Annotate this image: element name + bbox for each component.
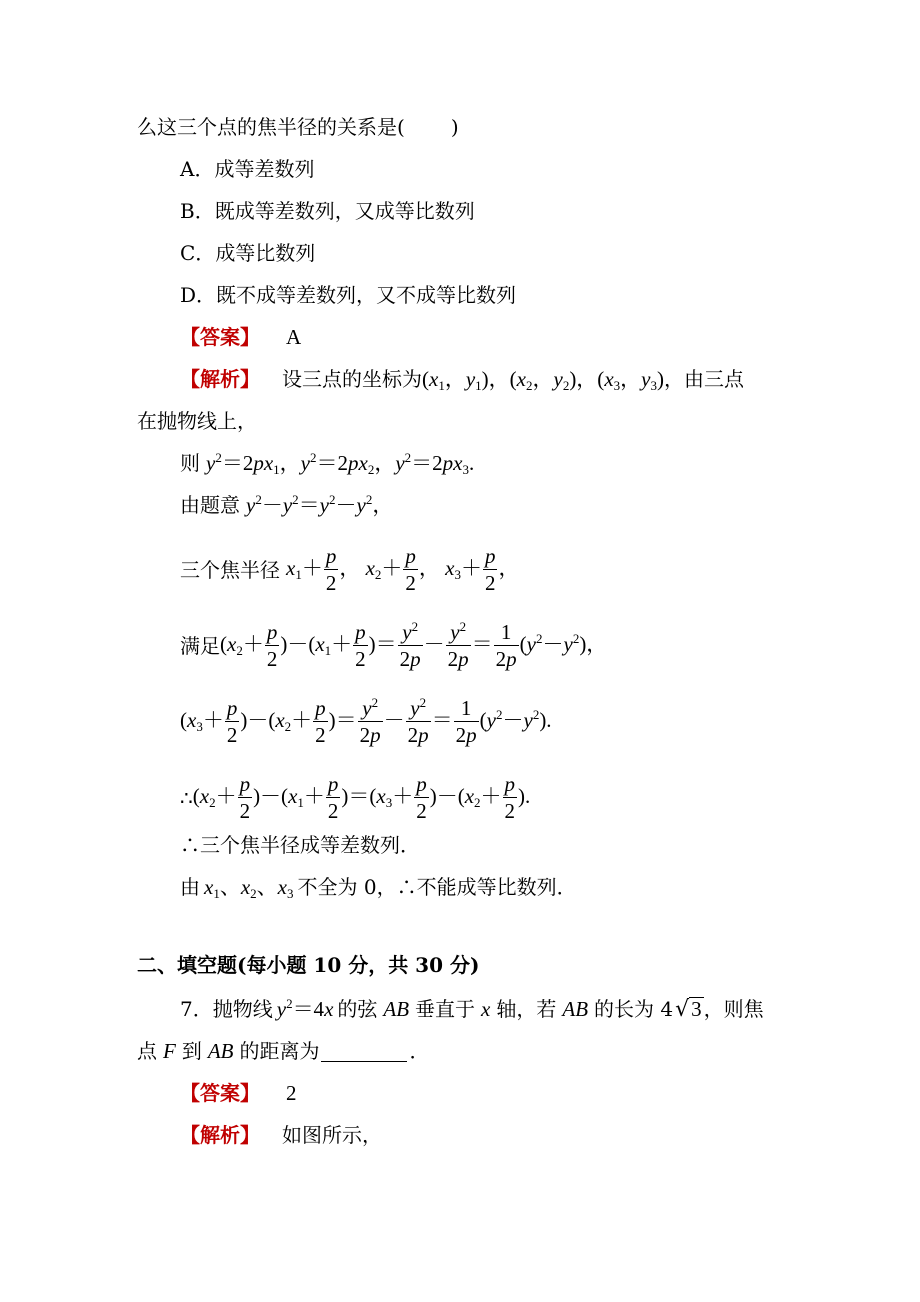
q7-chord: AB [207, 1039, 234, 1063]
q7-text: 垂直于 [415, 997, 476, 1021]
option-d [180, 280, 516, 310]
analysis-text: 设三点的坐标为 [282, 367, 422, 391]
vars-x: $x_1$、$x_2$、$x_3$ [204, 875, 294, 901]
coords-math: ($x_1$，$y_1$)，($x_2$，$y_2$)，($x_3$，$y_3$) [422, 367, 664, 393]
equation-equal-diff: ($x_2+$ $\frac{p}{2}$ )$-(x_1+$ $\frac{p}{2}$ )$=(x_3+$ $\frac{p}{2}$ )$-(x_2+$ $\frac{p}{2}$ ). [192, 772, 531, 823]
question-7-line-1 [180, 994, 764, 1024]
q7-text: 到 [181, 1039, 202, 1063]
frac-p-2: $\frac{p}{2}$ [325, 544, 337, 595]
question-7-line-2 [137, 1036, 429, 1066]
stem-text: 么这三个点的焦半径的关系是( [137, 115, 405, 139]
option-c [180, 238, 315, 268]
q7-text: 抛物线 [212, 997, 273, 1021]
analysis-tag: 【解析】 [180, 1123, 260, 1147]
sqrt-3: √ 3 [675, 996, 702, 1023]
analysis-text: 如图所示， [282, 1123, 382, 1147]
step-tiyi [180, 490, 393, 520]
frac-p-2: $\frac{p}{2}$ [405, 544, 416, 595]
step-diff-2 [180, 695, 552, 747]
option-text: 既成等差数列，又成等比数列 [214, 199, 475, 223]
q7-text: 的距离为 [239, 1039, 320, 1063]
conclusion-text: 不全为 0，∴不能成等比数列． [297, 875, 577, 899]
stem-paren: ) [450, 115, 459, 139]
analysis-tag: 【解析】 [180, 367, 260, 391]
analysis-text-end: ，由三点 [663, 367, 744, 391]
conclusion-text: ∴三个焦半径成等差数列． [180, 833, 420, 857]
option-a [180, 154, 314, 184]
option-b [180, 196, 475, 226]
equation-diff-1: ($x_2+$ $\frac{p}{2}$ )$-(x_1+$ $\frac{p}{2}$ )＝ $\frac{y^2}{2p}$ － $\frac{y^2}{2p}$ ＝ $\frac{1}{2p}$ $(y^2-y^2)$， [220, 619, 608, 671]
option-text: 成等比数列 [215, 241, 316, 265]
q7-text: 的弦 [337, 997, 378, 1021]
section-title-text: 二、填空题(每小题 10 分，共 30 分) [137, 953, 480, 977]
section-title [137, 950, 479, 980]
analysis-line-2 [137, 406, 257, 436]
conclusion-2 [180, 872, 577, 902]
step-label: 三个焦半径 [180, 558, 280, 582]
q7-analysis-line [180, 1120, 382, 1150]
answer-line [180, 322, 301, 352]
step-label: 满足 [180, 634, 220, 658]
equation-radii: $x_1+$ $\frac{p}{2}$ ， $x_2+$ $\frac{p}{2}$ ， $x_3+$ $\frac{p}{2}$ ， [286, 544, 520, 595]
answer-tag: 【答案】 [180, 1081, 260, 1105]
analysis-text: 在抛物线上， [137, 409, 257, 433]
analysis-line-1 [180, 364, 744, 394]
q7-text: 轴，若 [496, 997, 557, 1021]
q7-chord: AB [383, 997, 410, 1021]
step-therefore [180, 774, 530, 822]
question-stem [137, 112, 459, 142]
therefore-symbol: ∴ [180, 786, 193, 810]
option-letter: B． [180, 199, 215, 223]
q7-text: ． [409, 1039, 430, 1063]
answer-value: 2 [286, 1081, 297, 1105]
q7-equation: $y^2=4x$ [276, 996, 334, 1021]
conclusion-1 [180, 830, 420, 860]
q7-axis: x [481, 997, 491, 1021]
option-text: 成等差数列 [214, 157, 315, 181]
equation-diff-2: ($x_3+$ $\frac{p}{2}$ )$-(x_2+$ $\frac{p}{2}$ )＝ $\frac{y^2}{2p}$ － $\frac{y^2}{2p}$ ＝ $\frac{1}{2p}$ $(y^2-y^2)$. [180, 695, 552, 747]
answer-blank [321, 1041, 407, 1062]
q7-chord: AB [562, 997, 589, 1021]
answer-tag: 【答案】 [180, 325, 260, 349]
q7-text: 点 [137, 1039, 157, 1063]
q7-text: 的长为 4 [594, 997, 674, 1021]
step-label: 则 [180, 451, 200, 475]
answer-value: A [286, 325, 302, 349]
option-letter: A． [180, 157, 215, 181]
frac-p-2: $\frac{p}{2}$ [484, 544, 496, 595]
step-manzu [180, 619, 608, 671]
q7-focus: F [163, 1039, 176, 1063]
equation-parabola: $y^2=2px_1$，$y^2=2px_2$，$y^2=2px_3$. [206, 450, 475, 477]
step-label: 由题意 [180, 493, 240, 517]
step-ze [180, 448, 474, 478]
q7-text: ，则焦 [703, 997, 764, 1021]
option-letter: C． [180, 241, 216, 265]
equation-condition: $y^2-y^2=y^2-y^2$， [246, 492, 394, 517]
option-text: 既不成等差数列，又不成等比数列 [216, 283, 517, 307]
q7-answer-line [180, 1078, 297, 1108]
step-radii [180, 546, 519, 594]
option-letter: D． [180, 283, 217, 307]
question-number: 7． [180, 997, 213, 1021]
conclusion-text: 由 [180, 875, 200, 899]
